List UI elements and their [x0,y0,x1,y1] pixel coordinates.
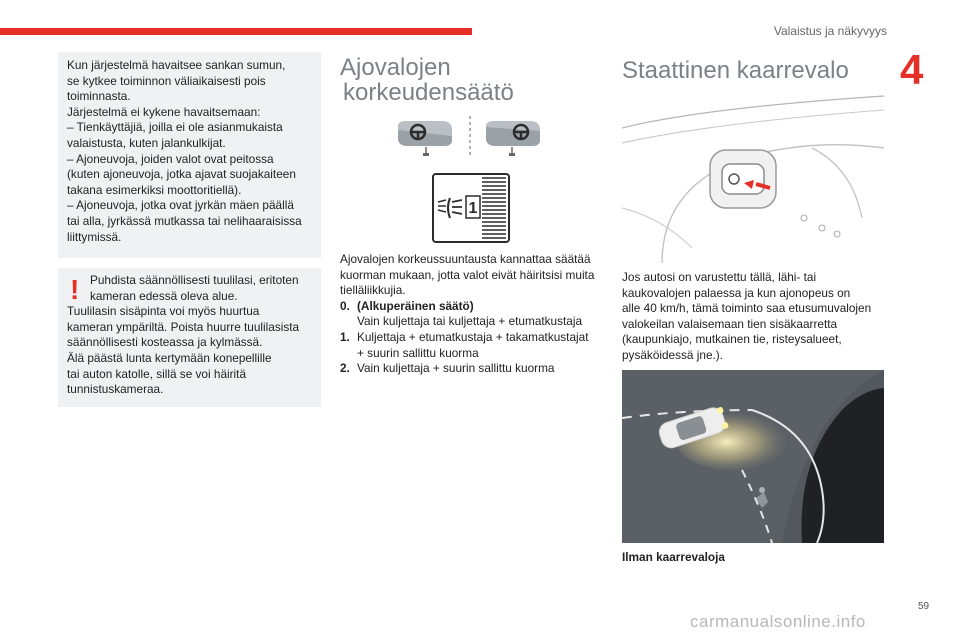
box2-line: kameran edessä oleva alue. [90,288,238,303]
box2-line: kameran ympäriltä. Poista huurre tuulilasista [67,319,300,334]
title-line: korkeudensäätö [343,79,514,106]
intro-line: Ajovalojen korkeussuuntausta kannattaa säätää [340,252,591,266]
box1-line: takana esimerkiksi moottoritiellä). [67,182,242,197]
figure-caption: Ilman kaarrevaloja [622,550,725,564]
watermark-text: carmanualsonline.info [690,612,866,631]
list-item [340,361,610,377]
box1-line: Kun järjestelmä havaitsee sankan sumun, [67,58,286,72]
box1-line: – Ajoneuvoja, joiden valot ovat peitossa [67,151,274,166]
title-line: Ajovalojen [340,54,451,81]
height-adjust-dial [433,174,509,242]
list-number: 0. [340,298,350,313]
box2-line: tunnistuskameraa. [67,382,164,397]
headlamp-beam-low-icon [398,121,452,156]
list-line: + suurin sallittu kuorma [357,345,479,360]
box1-line: – Ajoneuvoja, jotka ovat jyrkän mäen päällä [67,198,294,213]
text-line: Jos autosi on varustettu tällä, lähi- tai [622,270,817,284]
list-line: Vain kuljettaja tai kuljettaja + etumatkustaja [357,314,583,329]
intro-line: kuorman mukaan, jotta valot eivät häiritsisi muita [340,267,595,282]
text-line: alle 40 km/h, tämä toiminto saa etusumuvalojen [622,301,872,316]
box2-line: säännöllisesti kosteassa ja kylmässä. [67,335,263,350]
cornering-road-figure [622,370,884,543]
cornering-light-text [622,270,892,364]
box2-line: Puhdista säännöllisesti tuulilasi, eritoten [90,273,299,287]
list-line: Vain kuljettaja + suurin sallittu kuorma [357,361,555,376]
top-accent-bar [0,28,472,35]
headlamp-beam-high-icon [486,121,540,156]
headlamp-adjust-text [340,252,610,377]
headlamp-adjust-title [340,55,514,105]
box1-line: Järjestelmä ei kykene havaitsemaan: [67,104,261,119]
box1-line: tai alla, jyrkässä mutkassa tai nelihaaraisissa [67,213,302,228]
box1-line: se kytkee toiminnon väliaikaisesti pois [67,73,266,88]
info-box-fog [58,52,321,258]
box1-line: liittymissä. [67,229,122,244]
page-number: 59 [918,601,930,612]
warning-exclamation-icon: ! [70,274,80,305]
box1-line: (kuten ajoneuvoja, jotka ajavat suojakaiteen [67,167,296,182]
fog-lamp-closeup-figure [622,88,884,263]
list-item [340,330,610,361]
list-item [340,299,610,330]
dial-number-label: 1 [468,200,478,217]
intro-line: tielläliikkujia. [340,283,406,298]
warning-box-windshield [58,268,321,407]
text-line: kaukovalojen palaessa ja kun ajonopeus on [622,285,851,300]
headlamp-dial-illustration [390,112,550,246]
text-line: (kaupunkiajo, mutkainen tie, risteysalueet, [622,332,842,347]
list-number: 2. [340,361,350,376]
list-number: 1. [340,329,350,344]
box1-line: valaistusta, kuten jalankulkijat. [67,135,226,150]
text-line: pysäköidessä jne.). [622,347,723,362]
chapter-number: 4 [900,46,924,93]
section-title: Valaistus ja näkyvyys [773,24,887,38]
box1-line: – Tienkäyttäjiä, joilla ei ole asianmukaista [67,120,283,135]
cornering-light-title: Staattinen kaarrevalo [622,57,849,84]
list-line: (Alkuperäinen säätö) [357,298,474,313]
box2-line: Älä päästä lunta kertymään konepellille [67,350,272,365]
box1-line: toiminnasta. [67,89,131,104]
box2-line: Tuulilasin sisäpinta voi myös huurtua [67,304,260,319]
box2-line: tai auton katolle, sillä se voi häiritä [67,366,247,381]
list-line: Kuljettaja + etumatkustaja + takamatkustajat [357,329,589,344]
text-line: valokeilan valaisemaan tien sisäkaarretta [622,316,838,331]
